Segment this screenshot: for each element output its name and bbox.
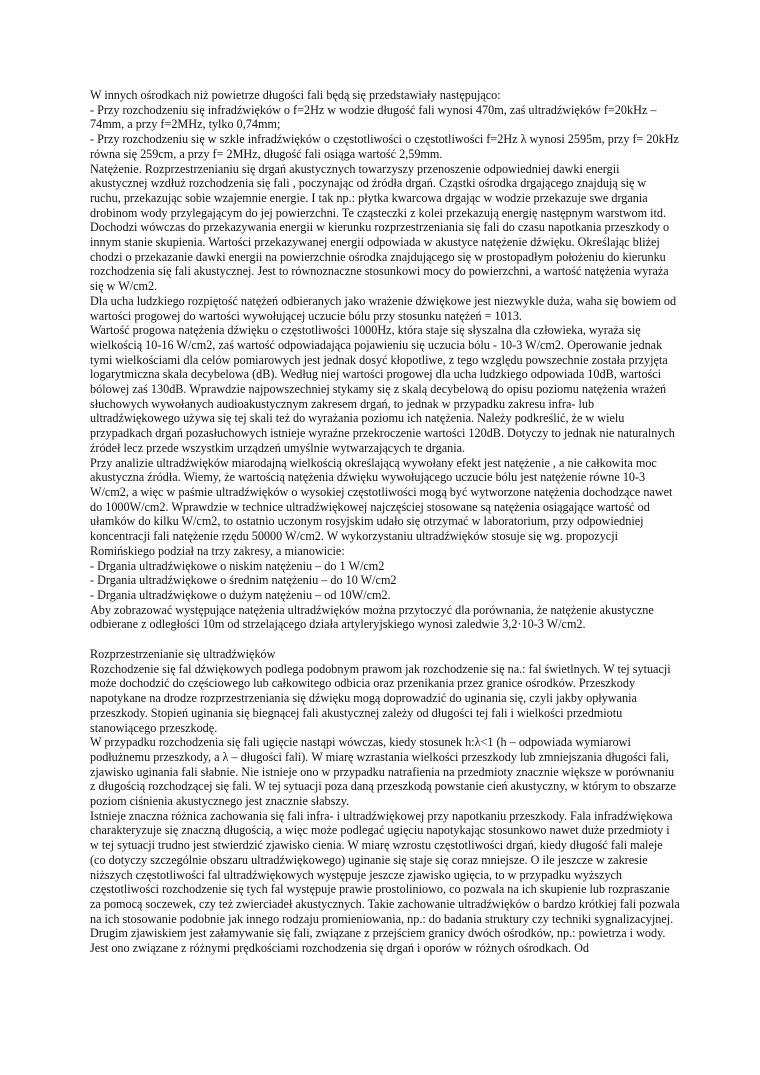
paragraph-refraction: Drugim zjawiskiem jest załamywanie się fali, związane z przejściem granicy dwóch ośrodków, np.: powietrza i wody. Jest ono związane z różnymi prędkościami rozchodzenia się drgań i oporów w różnych ośrodkach. Od [90, 926, 666, 956]
paragraph-intro: W innych ośrodkach niż powietrze długości fali będą się przedstawiały następująco: [90, 88, 501, 102]
paragraph-comparison: Aby zobrazować występujące natężenia ultradźwięków można przytoczyć dla porównania, że natężenie akustyczne odbierane z odległości 10m od strzelającego działa artyleryjskiego wynosi zaledwie 3,2·10-3 W/cm2. [90, 602, 654, 632]
list-item-low: - Drgania ultradźwiękowe o niskim natężeniu – do 1 W/cm2 [90, 558, 385, 573]
paragraph-difference: Istnieje znaczna różnica zachowania się fali infra- i ultradźwiękowej przy napotkaniu przeszkody. Fala infradźwiękowa charakteryzuje się znaczną długością, a więc może podlegać ugięciu napotykając stosunkowo nawet duże przedmioty i w tej sytuacji trudno jest stwierdzić zjawisko cienia. W miarę wzrostu częstotliwości drgań, kiedy długość fali maleje (co dotyczy szczególnie obszaru ultradźwiękowego) uginanie się staje się coraz mniejsze. O ile jeszcze w zakresie niższych częstotliwości fal ultradźwiękowych występuje jeszcze zjawisko ugięcia, to w przypadku wyższych częstotliwości rozchodzenie się tych fal występuje prawie prostoliniowo, co pozwala na ich skupienie lub rozpraszanie za pomocą soczewek, czy też zwierciadeł akustycznych. Takie zachowanie ultradźwięków o bardzo krótkiej fali pozwala na ich stosowanie podobnie jak innego rodzaju promieniowania, np.: do badania struktury czy techniki sygnalizacyjnej. [90, 808, 680, 926]
paragraph-glass: - Przy rozchodzeniu się w szkle infradźwięków o częstotliwości o częstotliwości f=2Hz λ wynosi 2595m, przy f= 20kHz równa się 259cm, a przy f= 2MHz, długość fali osiąga wartość 2,59mm. [90, 132, 679, 161]
paragraph-intensity: Natężenie. Rozprzestrzenianiu się drgań akustycznych towarzyszy przenoszenie odpowiedniej dawki energii akustycznej wzdłuż rozchodzenia się fali , poczynając od źródła drgań. Cząstki ośrodka drgającego znajdują się w ruchu, przekazując sobie wzajemnie energie. I tak np.: płytka kwarcowa drgając w wodzie przekazuje swe drgania drobinom wody przylegającym do jej powierzchni. Te cząsteczki z kolei przekazują energię następnym warstwom itd. Dochodzi wówczas do przekazywania energii w kierunku rozprzestrzeniania się fali do czasu napotkania przeszkody o innym stanie skupienia. Wartości przekazywanej energii odpowiada w akustyce natężenie dźwięku. Określając bliżej chodzi o przekazanie dawki energii na powierzchnie ośrodka znajdującego się w prostopadłym położeniu do kierunku rozchodzenia się fali akustycznej. Jest to równoznaczne stosunkowi mocy do powierzchni, a wartość natężenia wyraża się w W/cm2. [90, 161, 670, 294]
paragraph-hearing-range: Dla ucha ludzkiego rozpiętość natężeń odbieranych jako wrażenie dźwiękowe jest niezwykle duża, waha się bowiem od wartości progowej do wartości wywołującej uczucie bólu przy stosunku natężeń = 1013. [90, 293, 677, 323]
list-item-high: - Drgania ultradźwiękowe o dużym natężeniu – od 10W/cm2. [90, 587, 391, 602]
paragraph-diffraction: W przypadku rozchodzenia się fali ugięcie nastąpi wówczas, kiedy stosunek h:λ<1 (h – odpowiada wymiarowi podłużnemu przeszkody, a λ – długości fali). W miarę wzrastania wielkości przeszkody lub zmniejszania długości fali, zjawisko uginania fali słabnie. Nie istnieje ono w przypadku natrafienia na przedmioty znacznie większe w porównaniu z długością rozchodzącej się fali. W tej sytuacji poza daną przeszkodą powstanie cień akustyczny, w którym to obszarze poziom ciśnienia akustycznego jest znacznie słabszy. [90, 735, 676, 809]
section-title: Rozprzestrzenianie się ultradźwięków [90, 647, 276, 662]
document-page [90, 88, 680, 956]
paragraph-analysis: Przy analizie ultradźwięków miarodajną wielkością określającą wywołany efekt jest natężenie , a nie całkowita moc akustyczna źródła. Wiemy, że wartością natężenia dźwięku wywołującego uczucie bólu jest natężenie równe 10-3 W/cm2, a więc w paśmie ultradźwięków o wysokiej częstotliwości mogą być wytworzone natężenia dochodzące nawet do 1000W/cm2. Wprawdzie w technice ultradźwiękowej najczęściej stosowane są natężenia osiągające wartość od ułamków do kilku W/cm2, to ostatnio uczonym rosyjskim udało się otrzymać w laboratorium, przy odpowiedniej koncentracji fali natężenie rzędu 50000 W/cm2. W wykorzystaniu ultradźwięków stosuje się wg. propozycji Romińskiego podział na trzy zakresy, a mianowicie: [90, 455, 673, 558]
paragraph-threshold: Wartość progowa natężenia dźwięku o częstotliwości 1000Hz, która staje się słyszalna dla człowieka, wyraża się wielkością 10-16 W/cm2, zaś wartość odpowiadająca pojawieniu się uczucia bólu - 10-3 W/cm2. Operowanie jednak tymi wielkościami dla celów pomiarowych jest jednak dosyć kłopotliwe, z tego względu powszechnie została przyjęta logarytmiczna skala decybelowa (dB). Według niej wartości progowej dla ucha ludzkiego odpowiada 10dB, wartości bólowej zaś 130dB. Wprawdzie najpowszechniej stykamy się z skalą decybelową do opisu poziomu natężenia wrażeń słuchowych wywołanych audioakustycznym zakresem drgań, to jednak w przypadku zakresu infra- lub ultradźwiękowego używa się tej skali też do wyrażania poziomu ich natężenia. Należy podkreślić, że w wielu przypadkach drgań pozasłuchowych istnieje wyraźne przekroczenie wartości 120dB. Dotyczy to jednak nie naturalnych źródeł lecz przede wszystkim urządzeń umyślnie wytwarzających te drgania. [90, 323, 675, 455]
list-item-medium: - Drgania ultradźwiękowe o średnim natężeniu – do 10 W/cm2 [90, 573, 397, 588]
paragraph-propagation: Rozchodzenie się fal dźwiękowych podlega podobnym prawom jak rozchodzenie się na.: fal świetlnych. W tej sytuacji może dochodzić do częściowego lub całkowitego odbicia oraz przenikania przez granice ośrodków. Przeszkody napotykane na drodze rozprzestrzeniania się dźwięku mogą doprowadzić do uginania się, czyli jakby opływania przeszkody. Stopień uginania się biegnącej fali akustycznej zależy od długości tej fali i wielkości przedmiotu stanowiącego przeszkodę. [90, 661, 671, 735]
paragraph-water: - Przy rozchodzeniu się infradźwięków o f=2Hz w wodzie długość fali wynosi 470m, zaś ultradźwięków f=20kHz – 74mm, a przy f=2MHz, tylko 0,74mm; [90, 102, 657, 132]
